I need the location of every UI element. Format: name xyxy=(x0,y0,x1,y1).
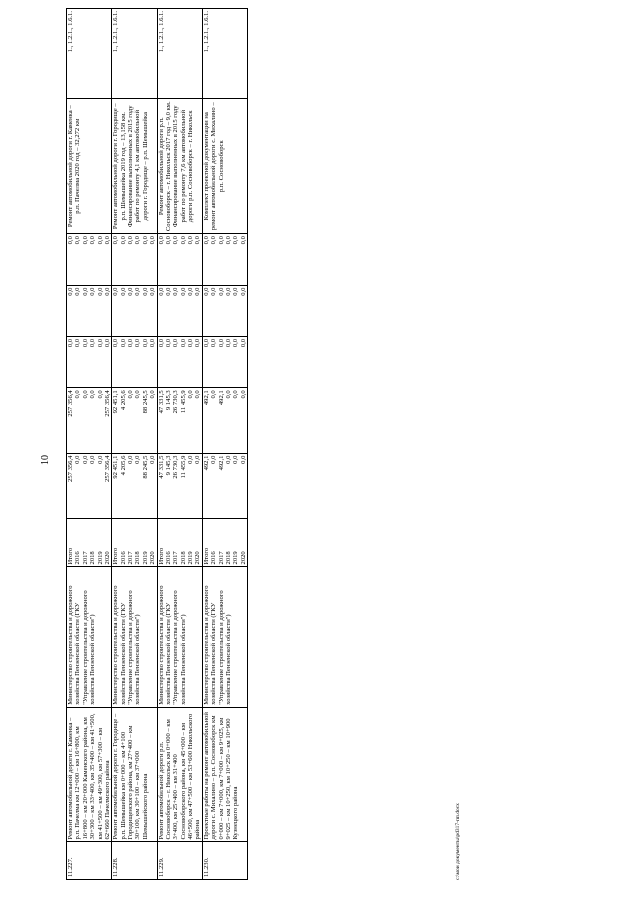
budget5-value: 0,0 xyxy=(202,236,210,245)
total-value: 88 245,5 xyxy=(141,455,149,479)
year-label: 2016 xyxy=(119,551,127,565)
budget4-values xyxy=(157,285,202,336)
budget5-value: 0,0 xyxy=(149,236,157,245)
federal-value: 9 145,3 xyxy=(164,390,172,411)
budget5-value: 0,0 xyxy=(194,236,202,245)
budget5-value: 0,0 xyxy=(134,236,142,245)
total-value: 0,0 xyxy=(74,455,82,464)
budget3-value: 0,0 xyxy=(202,338,210,348)
budget5-value: 0,0 xyxy=(119,236,127,245)
budget5-value: 0,0 xyxy=(89,236,97,245)
total-value: 0,0 xyxy=(134,455,142,464)
budget5-values xyxy=(67,234,112,285)
budget4-value: 0,0 xyxy=(134,287,142,296)
row-number xyxy=(157,842,202,880)
budget5-values xyxy=(157,234,202,285)
year-label: 2019 xyxy=(96,551,104,565)
total-value: 492,1 xyxy=(217,455,225,471)
budget3-value: 0,0 xyxy=(194,338,202,348)
work-name xyxy=(202,707,247,842)
federal-values xyxy=(202,388,247,453)
budget3-value: 0,0 xyxy=(210,338,218,348)
budget5-value: 0,0 xyxy=(127,236,134,245)
federal-value: 0,0 xyxy=(224,390,232,399)
indicator-ref-text: 1., 1.2.1., 1.6.1. xyxy=(202,11,210,53)
budget3-value: 0,0 xyxy=(141,338,149,348)
total-value: 4 205,6 xyxy=(119,455,127,476)
work-name-text: Проектные работы на ремонт автомобильной дороги с. Михалино – р.п. Сосновоборск км 0+000 – км 7+000, км 7+000 – км 9+025, км 9+025 – км 10+250, км 10+250 – км 10+900 Кузнецкого района xyxy=(202,712,240,840)
total-value: 0,0 xyxy=(127,455,134,464)
budget4-value: 0,0 xyxy=(141,287,149,296)
budget4-value: 0,0 xyxy=(187,287,194,296)
year-label: 2019 xyxy=(187,551,194,565)
budget5-value: 0,0 xyxy=(67,236,74,245)
executor xyxy=(67,567,112,707)
year-label: 2019 xyxy=(232,551,240,565)
budget3-value: 0,0 xyxy=(179,338,187,348)
budget3-values xyxy=(157,336,202,387)
budget3-value: 0,0 xyxy=(187,338,194,348)
year-label: 2016 xyxy=(74,551,82,565)
total-value: 0,0 xyxy=(81,455,89,464)
work-name xyxy=(157,707,202,842)
years xyxy=(202,518,247,567)
year-label: 2018 xyxy=(89,551,97,565)
total-value: 0,0 xyxy=(224,455,232,464)
budget5-value: 0,0 xyxy=(239,236,247,245)
federal-value: 492,1 xyxy=(217,390,225,406)
year-label: 2016 xyxy=(164,551,172,565)
total-value: 257 356,4 xyxy=(67,455,74,482)
indicator-ref xyxy=(202,9,247,99)
budget5-value: 0,0 xyxy=(172,236,180,245)
budget5-value: 0,0 xyxy=(164,236,172,245)
result-text: Ремонт автомобильной дороги г. Каменка – р.п. Пачелма 2020 год – 32,272 км xyxy=(67,105,82,228)
row-number-text: 11.227. xyxy=(67,857,74,877)
federal-value: 88 245,5 xyxy=(141,390,149,414)
federal-value: 0,0 xyxy=(187,390,194,399)
budget3-values xyxy=(202,336,247,387)
budget5-value: 0,0 xyxy=(112,236,120,245)
budget4-value: 0,0 xyxy=(239,287,247,296)
budget4-value: 0,0 xyxy=(103,287,111,296)
federal-value: 0,0 xyxy=(89,390,97,399)
federal-value: 0,0 xyxy=(96,390,104,399)
total-value: 0,0 xyxy=(239,455,247,464)
budget5-value: 0,0 xyxy=(103,236,111,245)
budget3-value: 0,0 xyxy=(74,338,82,348)
federal-value: 11 455,9 xyxy=(179,390,187,414)
budget5-value: 0,0 xyxy=(141,236,149,245)
federal-value: 0,0 xyxy=(81,390,89,399)
budget5-value: 0,0 xyxy=(232,236,240,245)
year-label: 2018 xyxy=(179,551,187,565)
indicator-ref-text: 1., 1.2.1., 1.6.1. xyxy=(67,11,74,53)
budget5-values xyxy=(112,234,157,285)
budget5-value: 0,0 xyxy=(81,236,89,245)
budget3-value: 0,0 xyxy=(127,338,134,348)
total-value: 11 455,9 xyxy=(179,455,187,479)
year-label: 2017 xyxy=(127,551,134,565)
row-number xyxy=(112,842,157,880)
executor-text: Министерство строительства и дорожного хозяйства Пензенской области (ГКУ "Управление строительства и дорожного хозяйства Пензенской области") xyxy=(202,585,232,705)
table-row xyxy=(112,9,157,880)
federal-value: 4 205,6 xyxy=(119,390,127,411)
executor-text: Министерство строительства и дорожного хозяйства Пензенской области (ГКУ "Управление строительства и дорожного хозяйства Пензенской области") xyxy=(157,585,187,705)
budget4-value: 0,0 xyxy=(67,287,74,296)
federal-value: 0,0 xyxy=(74,390,82,399)
indicator-ref xyxy=(67,9,112,99)
budget5-value: 0,0 xyxy=(96,236,104,245)
indicator-ref-text: 1., 1.2.1., 1.6.1. xyxy=(112,11,120,53)
work-name-text: Ремонт автомобильной дороги р.п. Сосновоборск – г. Никольск км 0+000 – км 3+400, км 25+400 – км 31+400 Сосновоборского района, км 45+000 – км 46+500, км 47+500 – км 53+600 Никольского района xyxy=(157,713,202,840)
budget4-value: 0,0 xyxy=(210,287,218,296)
budget3-value: 0,0 xyxy=(224,338,232,348)
total-value: 0,0 xyxy=(149,455,157,464)
table-row xyxy=(202,9,247,880)
budget4-value: 0,0 xyxy=(127,287,134,296)
total-value: 47 331,5 xyxy=(157,455,165,479)
budget3-value: 0,0 xyxy=(239,338,247,348)
budget4-value: 0,0 xyxy=(179,287,187,296)
budget3-value: 0,0 xyxy=(232,338,240,348)
federal-values xyxy=(67,388,112,453)
years xyxy=(112,518,157,567)
total-value: 0,0 xyxy=(89,455,97,464)
executor xyxy=(157,567,202,707)
budget4-value: 0,0 xyxy=(74,287,82,296)
budget4-value: 0,0 xyxy=(149,287,157,296)
year-label: Итого xyxy=(112,547,120,565)
total-value: 9 145,3 xyxy=(164,455,172,476)
executor xyxy=(112,567,157,707)
table-row xyxy=(67,9,112,880)
year-label: 2017 xyxy=(81,551,89,565)
executor xyxy=(202,567,247,707)
row-number xyxy=(202,842,247,880)
budget4-value: 0,0 xyxy=(81,287,89,296)
years xyxy=(67,518,112,567)
budget4-value: 0,0 xyxy=(217,287,225,296)
budget4-value: 0,0 xyxy=(89,287,97,296)
federal-value: 0,0 xyxy=(194,390,202,399)
budget3-value: 0,0 xyxy=(119,338,127,348)
budget3-value: 0,0 xyxy=(103,338,111,348)
federal-value: 492,1 xyxy=(202,390,210,406)
total-value: 92 451,1 xyxy=(112,455,120,479)
federal-value: 0,0 xyxy=(127,390,134,399)
budget3-value: 0,0 xyxy=(89,338,97,348)
year-label: Итого xyxy=(67,547,74,565)
row-number-text: 11.229. xyxy=(157,857,165,877)
indicator-ref-text: 1., 1.2.1., 1.6.1. xyxy=(157,11,165,53)
budget4-values xyxy=(202,285,247,336)
budget5-value: 0,0 xyxy=(224,236,232,245)
budget4-value: 0,0 xyxy=(164,287,172,296)
budget4-value: 0,0 xyxy=(194,287,202,296)
year-label: 2017 xyxy=(217,551,225,565)
budget3-value: 0,0 xyxy=(96,338,104,348)
table-row xyxy=(157,9,202,880)
year-label: 2016 xyxy=(210,551,218,565)
year-label: 2017 xyxy=(172,551,180,565)
budget5-value: 0,0 xyxy=(179,236,187,245)
work-name xyxy=(67,707,112,842)
budget3-value: 0,0 xyxy=(134,338,142,348)
federal-value: 92 451,1 xyxy=(112,390,120,414)
budget3-value: 0,0 xyxy=(81,338,89,348)
federal-value: 257 356,4 xyxy=(103,390,111,417)
federal-value: 0,0 xyxy=(239,390,247,399)
federal-value: 0,0 xyxy=(210,390,218,399)
work-name-text: Ремонт автомобильной дороги г. Каменка – р.п. Пачелма км 12+000 – км 16+800, км 16+800 – км 20+000 Каменского района, км 30+300 – км 33+400, км 35+400 – км 41+500, км 41+500 – км 49+300, км 57+300 – км 62+660 Пачелмского района xyxy=(67,713,111,840)
executor-text: Министерство строительства и дорожного хозяйства Пензенской области (ГКУ "Управление строительства и дорожного хозяйства Пензенской области") xyxy=(67,585,97,705)
years xyxy=(157,518,202,567)
year-label: 2020 xyxy=(239,551,247,565)
total-value: 26 730,3 xyxy=(172,455,180,479)
budget4-values xyxy=(112,285,157,336)
year-label: 2019 xyxy=(141,551,149,565)
federal-value: 0,0 xyxy=(232,390,240,399)
federal-value: 0,0 xyxy=(134,390,142,399)
work-name-text: Ремонт автомобильной дороги г. Городище – р.п. Шемышейка км 0+000 – км 4+100 Городищенского района, км 27+400 – км 30+100, км 30+100 – км 37+000 Шемышейского района xyxy=(112,713,149,840)
budget5-value: 0,0 xyxy=(187,236,194,245)
federal-value: 257 356,4 xyxy=(67,390,74,417)
footer-file-path: c:\мои документы\pd317-пп.docx xyxy=(455,803,461,880)
year-label: 2020 xyxy=(194,551,202,565)
total-value: 257 356,4 xyxy=(103,455,111,482)
year-label: 2018 xyxy=(134,551,142,565)
budget4-value: 0,0 xyxy=(157,287,165,296)
work-name xyxy=(112,707,157,842)
total-value: 0,0 xyxy=(194,455,202,464)
total-value: 492,1 xyxy=(202,455,210,471)
federal-values xyxy=(112,388,157,453)
budget4-value: 0,0 xyxy=(232,287,240,296)
indicator-ref xyxy=(112,9,157,99)
budget5-value: 0,0 xyxy=(217,236,225,245)
year-label: Итого xyxy=(202,547,210,565)
federal-values xyxy=(157,388,202,453)
result xyxy=(112,99,157,234)
budget4-value: 0,0 xyxy=(112,287,120,296)
year-label: 2018 xyxy=(224,551,232,565)
row-number-text: 11.230. xyxy=(202,857,210,877)
total-value: 0,0 xyxy=(210,455,218,464)
total-value: 0,0 xyxy=(96,455,104,464)
budget3-values xyxy=(112,336,157,387)
page-number: 10 xyxy=(40,455,51,465)
year-label: Итого xyxy=(157,547,165,565)
row-number-text: 11.228. xyxy=(112,857,120,877)
budget3-values xyxy=(67,336,112,387)
total-values xyxy=(67,453,112,518)
budget4-value: 0,0 xyxy=(119,287,127,296)
total-values xyxy=(112,453,157,518)
program-table xyxy=(66,8,248,880)
year-label: 2020 xyxy=(103,551,111,565)
budget5-value: 0,0 xyxy=(157,236,165,245)
budget5-value: 0,0 xyxy=(74,236,82,245)
total-values xyxy=(157,453,202,518)
indicator-ref xyxy=(157,9,202,99)
budget3-value: 0,0 xyxy=(112,338,120,348)
budget3-value: 0,0 xyxy=(149,338,157,348)
budget4-value: 0,0 xyxy=(172,287,180,296)
budget3-value: 0,0 xyxy=(172,338,180,348)
budget4-value: 0,0 xyxy=(224,287,232,296)
row-number xyxy=(67,842,112,880)
executor-text: Министерство строительства и дорожного хозяйства Пензенской области (ГКУ "Управление строительства и дорожного хозяйства Пензенской области") xyxy=(112,585,142,705)
federal-value: 47 331,5 xyxy=(157,390,165,414)
budget3-value: 0,0 xyxy=(164,338,172,348)
total-value: 0,0 xyxy=(232,455,240,464)
result xyxy=(67,99,112,234)
federal-value: 26 730,3 xyxy=(172,390,180,414)
result xyxy=(157,99,202,234)
budget4-value: 0,0 xyxy=(96,287,104,296)
result xyxy=(202,99,247,234)
result-text: Ремонт автомобильной дороги г. Городище – р.п. Шемышейка 2019 год – 13,158 км. Финансирование выполненных в 2015 году работ по ремонту 4,1 км автомобильной дороги г. Городище – р.п. Шемышейка xyxy=(112,103,149,230)
result-text: Ремонт автомобильной дороги р.п. Сосновоборск – г. Никольск 2017 год – 9,0 км. Финансирование выполненных в 2015 году работ по ремонту 7,6 км автомобильной дороги р.п. Сосновоборск – г. Никольск xyxy=(157,101,194,232)
year-label: 2020 xyxy=(149,551,157,565)
result-text: Комплект проектной документации на ремонт автомобильной дороги с. Михалино – р.п. Сосновоборск xyxy=(202,102,225,231)
total-values xyxy=(202,453,247,518)
budget3-value: 0,0 xyxy=(157,338,165,348)
federal-value: 0,0 xyxy=(149,390,157,399)
budget3-value: 0,0 xyxy=(67,338,74,348)
budget3-value: 0,0 xyxy=(217,338,225,348)
budget5-values xyxy=(202,234,247,285)
budget4-value: 0,0 xyxy=(202,287,210,296)
budget5-value: 0,0 xyxy=(210,236,218,245)
budget4-values xyxy=(67,285,112,336)
total-value: 0,0 xyxy=(187,455,194,464)
